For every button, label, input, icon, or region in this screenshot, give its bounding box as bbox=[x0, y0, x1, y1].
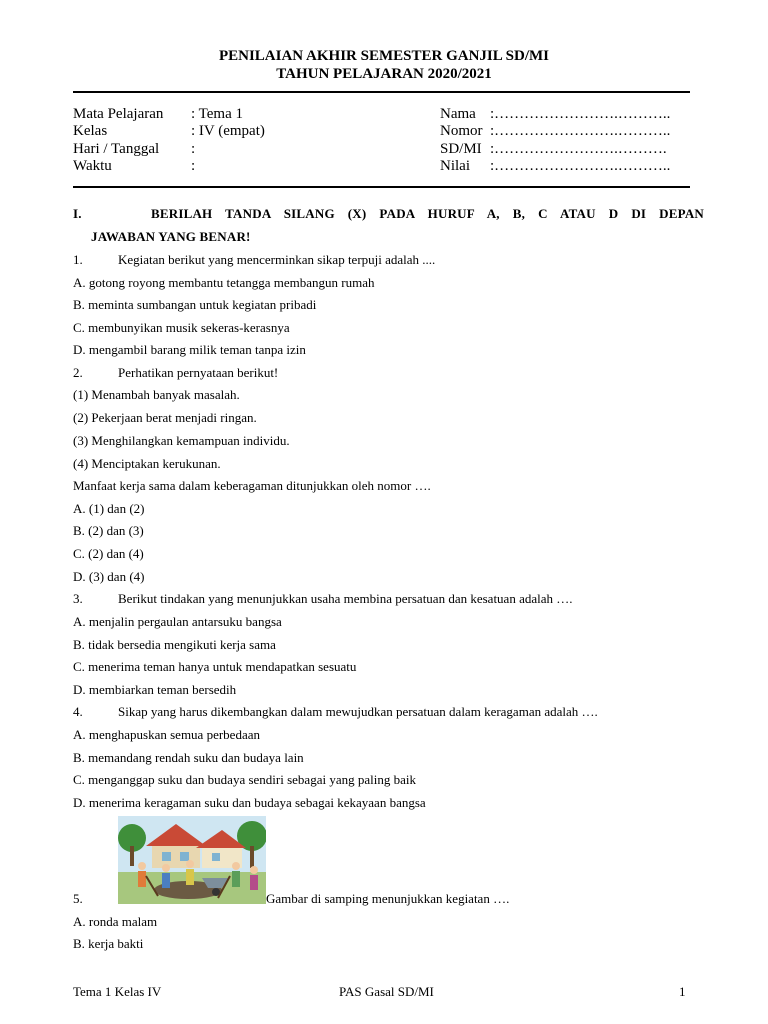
option-b: B. tidak bersedia mengikuti kerja sama bbox=[73, 637, 276, 652]
question-text: Kegiatan berikut yang mencerminkan sikap terpuji adalah .... bbox=[118, 252, 436, 267]
section-number: I. bbox=[73, 206, 82, 221]
option-d: D. menerima keragaman suku dan budaya sebagai kekayaan bangsa bbox=[73, 795, 426, 810]
question-text: Berikut tindakan yang menunjukkan usaha membina persatuan dan kesatuan adalah …. bbox=[118, 591, 573, 606]
question-number: 2. bbox=[73, 365, 83, 380]
option-b: B. meminta sumbangan untuk kegiatan pribadi bbox=[73, 297, 317, 312]
option-a: A. ronda malam bbox=[73, 914, 158, 929]
score-label: Nilai bbox=[440, 158, 470, 174]
statement-4: (4) Menciptakan kerukunan. bbox=[73, 456, 221, 471]
statement-2: (2) Pekerjaan berat menjadi ringan. bbox=[73, 410, 257, 425]
option-a: A. menjalin pergaulan antarsuku bangsa bbox=[73, 614, 282, 629]
option-d: D. (3) dan (4) bbox=[73, 569, 145, 584]
header-bottom-divider bbox=[73, 186, 690, 188]
option-a: A. gotong royong membantu tetangga membangun rumah bbox=[73, 275, 375, 290]
option-c: C. menerima teman hanya untuk mendapatkan sesuatu bbox=[73, 659, 357, 674]
school-field: :…………………….………. bbox=[490, 141, 667, 157]
question-number: 3. bbox=[73, 591, 83, 606]
option-b: B. kerja bakti bbox=[73, 936, 144, 951]
option-c: C. (2) dan (4) bbox=[73, 546, 144, 561]
question-text: Gambar di samping menunjukkan kegiatan …. bbox=[266, 891, 510, 906]
question-text: Perhatikan pernyataan berikut! bbox=[118, 365, 279, 380]
option-c: C. membunyikan musik sekeras-kerasnya bbox=[73, 320, 290, 335]
question-number: 4. bbox=[73, 704, 83, 719]
number-field: :…………………….……….. bbox=[490, 123, 671, 139]
class-value: : IV (empat) bbox=[191, 123, 265, 139]
option-b: B. memandang rendah suku dan budaya lain bbox=[73, 750, 304, 765]
subject-value: : Tema 1 bbox=[191, 106, 243, 122]
date-label: Hari / Tanggal bbox=[73, 141, 160, 157]
name-label: Nama bbox=[440, 106, 476, 122]
school-label: SD/MI bbox=[440, 141, 482, 157]
number-label: Nomor bbox=[440, 123, 483, 139]
exam-title: PENILAIAN AKHIR SEMESTER GANJIL SD/MI bbox=[218, 48, 550, 64]
time-value: : bbox=[191, 158, 196, 174]
question-prompt: Manfaat kerja sama dalam keberagaman ditunjukkan oleh nomor …. bbox=[73, 478, 431, 493]
statement-3: (3) Menghilangkan kemampuan individu. bbox=[73, 433, 290, 448]
option-a: A. menghapuskan semua perbedaan bbox=[73, 727, 260, 742]
date-value: : bbox=[191, 141, 196, 157]
question-number: 5. bbox=[73, 891, 83, 906]
community-work-illustration bbox=[118, 816, 266, 904]
page-number: 1 bbox=[679, 984, 686, 999]
option-d: D. membiarkan teman bersedih bbox=[73, 682, 237, 697]
option-a: A. (1) dan (2) bbox=[73, 501, 145, 516]
class-label: Kelas bbox=[73, 123, 108, 139]
section-instruction-cont: JAWABAN YANG BENAR! bbox=[91, 229, 251, 244]
statement-1: (1) Menambah banyak masalah. bbox=[73, 387, 240, 402]
time-label: Waktu bbox=[73, 158, 112, 174]
school-year: TAHUN PELAJARAN 2020/2021 bbox=[276, 66, 492, 82]
name-field: :…………………….……….. bbox=[490, 106, 671, 122]
footer-subject: Tema 1 Kelas IV bbox=[73, 984, 162, 999]
header-top-divider bbox=[73, 91, 690, 93]
subject-label: Mata Pelajaran bbox=[73, 106, 164, 122]
option-c: C. menganggap suku dan budaya sendiri sebagai yang paling baik bbox=[73, 772, 416, 787]
option-d: D. mengambil barang milik teman tanpa izin bbox=[73, 342, 306, 357]
option-b: B. (2) dan (3) bbox=[73, 523, 144, 538]
score-field: :…………………….……….. bbox=[490, 158, 671, 174]
section-instruction: BERILAH TANDA SILANG (X) PADA HURUF A, B, C ATAU D DI DEPAN bbox=[151, 206, 704, 221]
question-text: Sikap yang harus dikembangkan dalam mewujudkan persatuan dalam keragaman adalah …. bbox=[118, 704, 598, 719]
question-number: 1. bbox=[73, 252, 83, 267]
footer-exam: PAS Gasal SD/MI bbox=[339, 984, 434, 999]
